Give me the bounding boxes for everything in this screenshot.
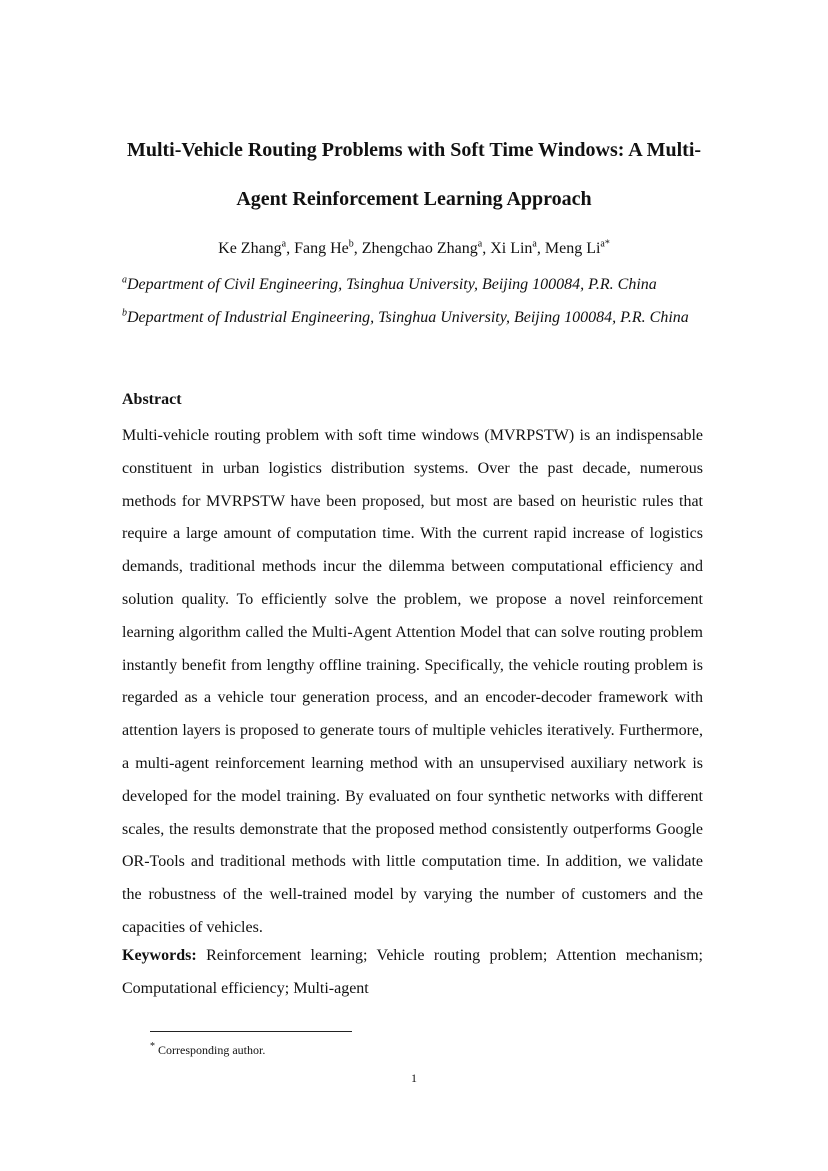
footnote <box>150 1043 265 1058</box>
affiliation-b: $^b$Department of Industrial Engineering, Tsinghua University, Beijing 100084, P.R. China <box>122 307 689 326</box>
author: Ke Zhang$^a$, <box>218 238 295 257</box>
author: Fang He$^b$, <box>294 238 362 257</box>
keywords-text: Reinforcement learning; Vehicle routing problem; Attention mechanism; Computational efficiency; Multi-agent <box>122 947 704 997</box>
author: Xi Lin$^a$, <box>490 238 545 257</box>
title-line-1: Multi-Vehicle Routing Problems with Soft Time Windows: A Multi- <box>126 139 702 161</box>
author-list <box>122 240 706 258</box>
paper-title <box>100 126 728 224</box>
author: Zhengchao Zhang$^a$, <box>361 238 491 257</box>
affiliation-a: $^a$Department of Civil Engineering, Tsinghua University, Beijing 100084, P.R. China <box>122 274 657 293</box>
page-number: 1 <box>411 1071 417 1085</box>
footnote-divider <box>150 1031 352 1032</box>
title-line-2: Agent Reinforcement Learning Approach <box>236 188 592 210</box>
keywords-label: Keywords: <box>122 947 197 964</box>
footnote-text: Corresponding author. <box>158 1043 266 1057</box>
author: Meng $Li^{a*}$ <box>544 238 610 257</box>
abstract-heading: Abstract <box>122 391 182 408</box>
abstract-body: Multi-vehicle routing problem with soft time windows (MVRPSTW) is an indispensable constituent in urban logistics distribution systems. Over the past decade, numerous methods for MVRPSTW have been proposed, but most are based on heuristic rules that require a large amount of computation time. With the current rapid increase of logistics demands, traditional methods incur the dilemma between computational efficiency and solution quality. To efficiently solve the problem, we propose a novel reinforcement learning algorithm called the Multi-Agent Attention Model that can solve routing problem instantly benefit from lengthy offline training. Specifically, the vehicle routing problem is regarded as a vehicle tour generation process, and an encoder-decoder framework with attention layers is proposed to generate tours of multiple vehicles iteratively. Furthermore, a multi-agent reinforcement learning method with an unsupervised auxiliary network is developed for the model training. By evaluated on four synthetic networks with different scales, the results demonstrate that the proposed method consistently outperforms Google OR-Tools and traditional methods with little computation time. In addition, we validate the robustness of the well-trained model by varying the number of customers and the capacities of vehicles. <box>122 427 703 936</box>
keywords <box>122 940 703 1006</box>
footnote-mark: * <box>150 1041 155 1052</box>
